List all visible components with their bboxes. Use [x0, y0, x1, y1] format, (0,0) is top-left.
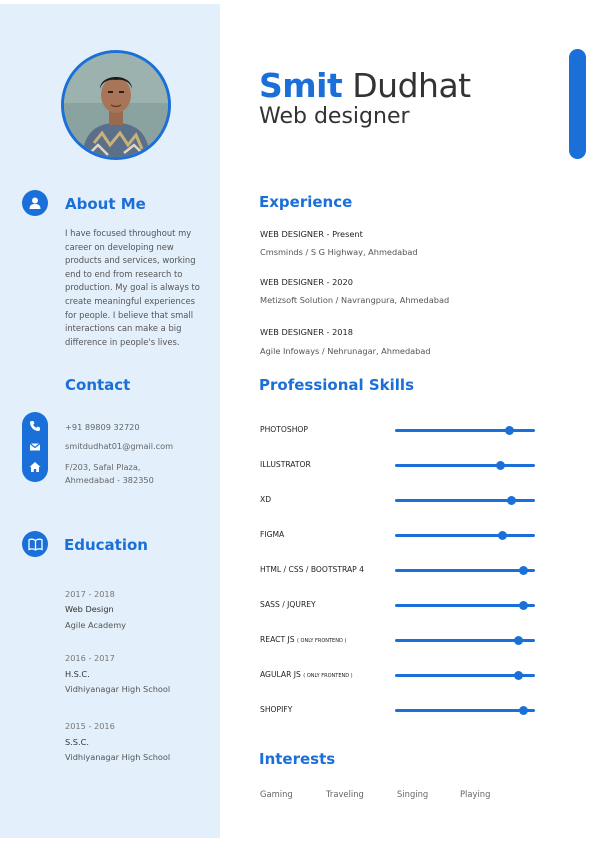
about-line: I have focused throughout my [65, 228, 192, 238]
experience-place: Cmsminds / S G Highway, Ahmedabad [260, 247, 418, 257]
skill-level-knob [519, 601, 528, 610]
about-line: difference in people's lives. [65, 336, 180, 347]
education-years: 2017 - 2018 [65, 589, 115, 599]
skill-name: SHOPIFY [260, 705, 293, 714]
about-line: products and services, working [65, 255, 196, 266]
skill-label [260, 600, 316, 609]
skill-level-knob [496, 461, 505, 470]
education-degree: Web Design [65, 604, 114, 614]
skill-label [260, 635, 346, 644]
skill-level-knob [514, 671, 523, 680]
skill-level-knob [498, 531, 507, 540]
skill-label [260, 425, 308, 434]
about-line: for people. I believe that small [65, 309, 194, 320]
first-name: Smit [259, 66, 343, 105]
job-title: Web designer [259, 104, 410, 129]
education-school: Agile Academy [65, 620, 127, 630]
skill-label [260, 565, 364, 574]
interest-item: Gaming [260, 789, 293, 799]
phone-icon [29, 420, 41, 432]
skill-name: AGULAR JS [260, 670, 301, 679]
skill-note: ( ONLY FRONTEND ) [296, 638, 347, 644]
interest-item: Traveling [326, 789, 364, 799]
education-degree: S.S.C. [65, 737, 89, 747]
skill-bar [395, 639, 535, 642]
education-school: Vidhiyanagar High School [65, 752, 171, 762]
user-icon [22, 190, 48, 216]
interests-heading: Interests [259, 750, 336, 768]
skill-bar [395, 604, 535, 607]
skill-name: REACT JS [260, 635, 295, 644]
contact-address-line1: F/203, Safal Plaza, [65, 462, 141, 472]
education-years: 2015 - 2016 [65, 721, 115, 731]
skill-name: PHOTOSHOP [260, 425, 308, 434]
home-icon [29, 461, 41, 473]
education-years: 2016 - 2017 [65, 653, 115, 663]
skill-name: XD [260, 495, 272, 504]
skill-label [260, 530, 284, 539]
skill-level-knob [519, 706, 528, 715]
skill-name: SASS / JQUREY [260, 600, 316, 609]
experience-role: WEB DESIGNER - Present [260, 229, 363, 239]
skills-heading: Professional Skills [259, 376, 414, 394]
book-icon [22, 531, 48, 557]
skill-bar [395, 709, 535, 712]
skill-bar [395, 429, 535, 432]
interest-item: Playing [460, 789, 491, 799]
contact-email: smitdudhat01@gmail.com [65, 441, 174, 451]
about-line: create meaningful experiences [65, 295, 195, 306]
mail-icon [29, 441, 41, 453]
education-heading: Education [64, 536, 148, 554]
skill-bar [395, 464, 535, 467]
interest-item: Singing [397, 789, 429, 799]
experience-role: WEB DESIGNER - 2020 [260, 277, 353, 287]
skill-label [260, 460, 311, 469]
skill-bar [395, 674, 535, 677]
decorative-bar [569, 49, 586, 159]
skill-note: ( ONLY FRONTEND ) [303, 673, 353, 679]
last-name: Dudhat [352, 66, 471, 105]
experience-place: Agile Infoways / Nehrunagar, Ahmedabad [260, 346, 431, 356]
skill-name: HTML / CSS / BOOTSTRAP 4 [260, 565, 364, 574]
about-line: production. My goal is always to [65, 282, 200, 293]
skill-name: ILLUSTRATOR [260, 460, 311, 469]
profile-photo [61, 50, 171, 160]
contact-icon-strip [22, 412, 48, 482]
about-line: interactions can make a big [65, 323, 182, 334]
about-line: end to end from research to [65, 268, 183, 279]
skill-bar [395, 569, 535, 572]
skill-label [260, 705, 292, 714]
education-degree: H.S.C. [65, 669, 90, 679]
skill-name: FIGMA [260, 530, 285, 539]
skill-level-knob [505, 426, 514, 435]
education-school: Vidhiyanagar High School [65, 684, 171, 694]
skill-label [260, 495, 271, 504]
contact-address-line2: Ahmedabad - 382350 [65, 475, 154, 485]
contact-phone: +91 89809 32720 [65, 422, 140, 432]
about-text [65, 227, 207, 349]
skill-level-knob [519, 566, 528, 575]
contact-heading: Contact [65, 376, 131, 394]
about-line: career on developing new [65, 241, 174, 252]
about-heading: About Me [65, 195, 146, 213]
full-name [259, 66, 471, 106]
skill-bar [395, 499, 535, 502]
skill-level-knob [507, 496, 516, 505]
skill-bar [395, 534, 535, 537]
skill-level-knob [514, 636, 523, 645]
experience-place: Metizsoft Solution / Navrangpura, Ahmedabad [260, 295, 450, 305]
experience-heading: Experience [259, 193, 353, 211]
skill-label [260, 670, 353, 679]
experience-role: WEB DESIGNER - 2018 [260, 327, 353, 337]
